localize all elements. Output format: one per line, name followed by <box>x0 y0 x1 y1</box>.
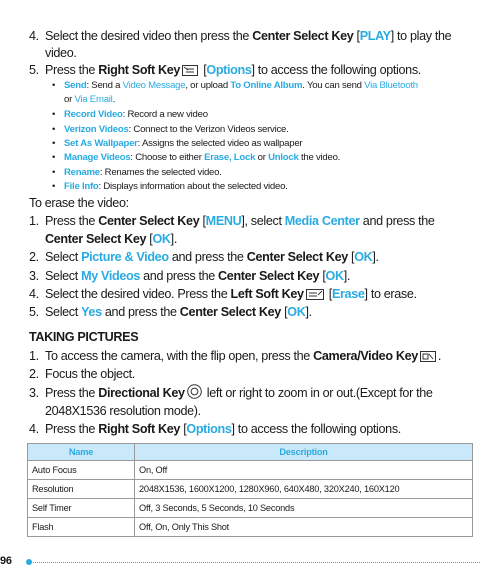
bullet-icon: • <box>52 109 56 120</box>
step-play-5: 5. Press the Right Soft Key [Options] to access the following options. <box>29 62 421 80</box>
picture-step-4: 4. Press the Right Soft Key [Options] to access the following options. <box>29 422 401 436</box>
table-row <box>28 480 473 499</box>
bullet-icon: • <box>52 80 56 91</box>
play-action: PLAY <box>359 29 391 43</box>
table-cell-name: Auto Focus <box>28 461 135 480</box>
erase-step-5: 5. Select Yes and press the Center Select Key [OK]. <box>29 305 312 319</box>
erase-step-1: 1. Press the Center Select Key [MENU], select Media Center and press the <box>29 214 435 228</box>
picture-step-3: 3. Press the Directional Key left or right to zoom in or out.(Except for the <box>29 384 433 403</box>
right-soft-key-icon <box>182 64 198 80</box>
picture-step-3-cont: 2048X1536 resolution mode). <box>45 404 201 418</box>
table-row <box>28 518 473 537</box>
option-verizon-videos: • Verizon Videos: Connect to the Verizon Videos service. <box>52 124 289 135</box>
step-play-4: 4. Select the desired video then press the Center Select Key [PLAY] to play the <box>29 29 452 43</box>
camera-options-table <box>27 443 473 537</box>
table-header-name: Name <box>28 444 135 461</box>
erase-intro: To erase the video: <box>29 196 129 210</box>
option-set-as-wallpaper: • Set As Wallpaper: Assigns the selected video as wallpaper <box>52 138 303 149</box>
camera-video-key-icon <box>420 350 436 366</box>
table-header-description: Description <box>135 444 473 461</box>
picture-step-2: 2. Focus the object. <box>29 367 135 381</box>
erase-step-2: 2. Select Picture & Video and press the Center Select Key [OK]. <box>29 250 379 264</box>
section-heading: TAKING PICTURES <box>29 330 139 344</box>
directional-key-icon <box>187 384 202 403</box>
option-record-video: • Record Video: Record a new video <box>52 109 208 120</box>
option-send: • Send: Send a Video Message, or upload To Online Album. You can send Via Bluetooth <box>52 80 418 91</box>
table-row <box>28 499 473 518</box>
erase-step-1-cont: Center Select Key [OK]. <box>45 232 177 246</box>
picture-step-1: 1. To access the camera, with the flip open, press the Camera/Video Key . <box>29 348 441 366</box>
table-cell-description: On, Off <box>135 461 473 480</box>
erase-step-3: 3. Select My Videos and press the Center Select Key [OK]. <box>29 269 351 283</box>
option-manage-videos: • Manage Videos: Choose to either Erase, Lock or Unlock the video. <box>52 152 341 163</box>
footer-rule <box>30 562 480 563</box>
bullet-icon: • <box>52 152 56 163</box>
option-send-cont: or Via Email. <box>64 94 115 105</box>
table-cell-name: Flash <box>28 518 135 537</box>
option-rename: • Rename: Renames the selected video. <box>52 167 222 178</box>
left-soft-key-icon <box>306 288 324 304</box>
table-row <box>28 461 473 480</box>
table-cell-description: Off, 3 Seconds, 5 Seconds, 10 Seconds <box>135 499 473 518</box>
erase-step-4: 4. Select the desired video. Press the Left Soft Key [Erase] to erase. <box>29 286 417 304</box>
bullet-icon: • <box>52 138 56 149</box>
table-cell-name: Self Timer <box>28 499 135 518</box>
bullet-icon: • <box>52 181 56 192</box>
page-number: 96 <box>0 555 12 567</box>
step-play-4-cont: video. <box>45 46 77 60</box>
option-file-info: • File Info: Displays information about the selected video. <box>52 181 288 192</box>
bullet-icon: • <box>52 167 56 178</box>
table-header-row <box>28 444 473 461</box>
table-cell-description: Off, On, Only This Shot <box>135 518 473 537</box>
table-cell-name: Resolution <box>28 480 135 499</box>
bullet-icon: • <box>52 124 56 135</box>
table-cell-description: 2048X1536, 1600X1200, 1280X960, 640X480, 320X240, 160X120 <box>135 480 473 499</box>
